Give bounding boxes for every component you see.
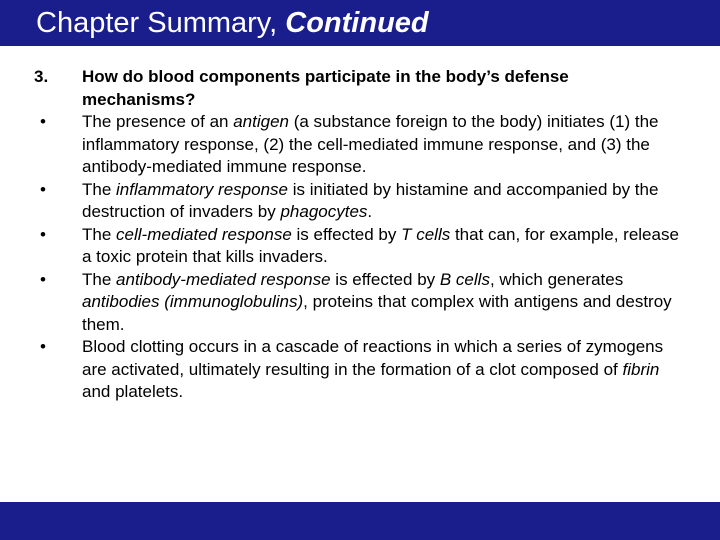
footer-bar bbox=[0, 502, 720, 540]
bullet-run: is initiated by histamine and accompanied by the destruction of invaders by bbox=[82, 179, 659, 221]
bullet-run: (a substance foreign to the body) initiates (1) the inflammatory response, (2) the cell-mediated immune response, and (3) the antibody-mediated immune response. bbox=[82, 112, 659, 176]
question-number: 3. bbox=[34, 67, 49, 86]
bullet-item bbox=[34, 224, 684, 269]
bullet-run: is effected by bbox=[291, 224, 402, 244]
bullet-run: is effected by bbox=[330, 269, 440, 289]
bullet-term: inflammatory response bbox=[116, 179, 288, 199]
question-row bbox=[34, 66, 684, 111]
bullet-run: , which generates bbox=[489, 269, 624, 289]
bullet-text bbox=[82, 224, 684, 269]
slide-title bbox=[36, 3, 429, 43]
bullet-item bbox=[34, 179, 684, 224]
bullet-item bbox=[34, 111, 684, 179]
bullet-marker: • bbox=[40, 337, 46, 356]
bullet-term: B cells bbox=[439, 269, 490, 289]
slide-title-emphasis: Continued bbox=[285, 7, 429, 39]
bullet-text bbox=[82, 111, 684, 179]
bullet-list bbox=[34, 111, 684, 404]
bullet-item bbox=[34, 269, 684, 337]
bullet-term: antibody-mediated response bbox=[116, 269, 331, 289]
bullet-item bbox=[34, 336, 684, 404]
bullet-marker: • bbox=[40, 112, 46, 131]
bullet-term: phagocytes bbox=[280, 202, 368, 221]
bullet-term: fibrin bbox=[622, 359, 660, 379]
bullet-run: The presence of an bbox=[82, 112, 234, 131]
bullet-run: The bbox=[82, 269, 117, 289]
bullet-text bbox=[82, 179, 684, 224]
bullet-marker: • bbox=[40, 224, 46, 244]
slide-title-main: Chapter Summary, bbox=[36, 7, 286, 39]
slide-content bbox=[34, 66, 684, 404]
bullet-term: cell-mediated response bbox=[116, 224, 292, 244]
bullet-text bbox=[82, 269, 684, 337]
question-text: How do blood components participate in the body’s defense mechanisms? bbox=[82, 67, 569, 109]
bullet-text bbox=[82, 336, 684, 404]
bullet-run: The bbox=[82, 179, 117, 199]
bullet-marker: • bbox=[40, 269, 46, 289]
bullet-term: antibodies (immunoglobulins) bbox=[82, 292, 304, 311]
bullet-run: that can, for example, release a toxic protein that kills invaders. bbox=[82, 224, 679, 266]
bullet-run: Blood clotting occurs in a cascade of reactions in which a series of zymogens are activated, ultimately resulting in the formation of a clot composed of bbox=[82, 337, 664, 379]
bullet-run: The bbox=[82, 224, 117, 244]
bullet-marker: • bbox=[40, 179, 46, 199]
bullet-term: T cells bbox=[401, 224, 451, 244]
title-bar bbox=[0, 0, 720, 46]
bullet-run: and platelets. bbox=[82, 382, 184, 401]
bullet-run: , proteins that complex with antigens and destroy them. bbox=[82, 292, 672, 334]
bullet-run: . bbox=[367, 202, 373, 221]
bullet-term: antigen bbox=[233, 112, 289, 131]
